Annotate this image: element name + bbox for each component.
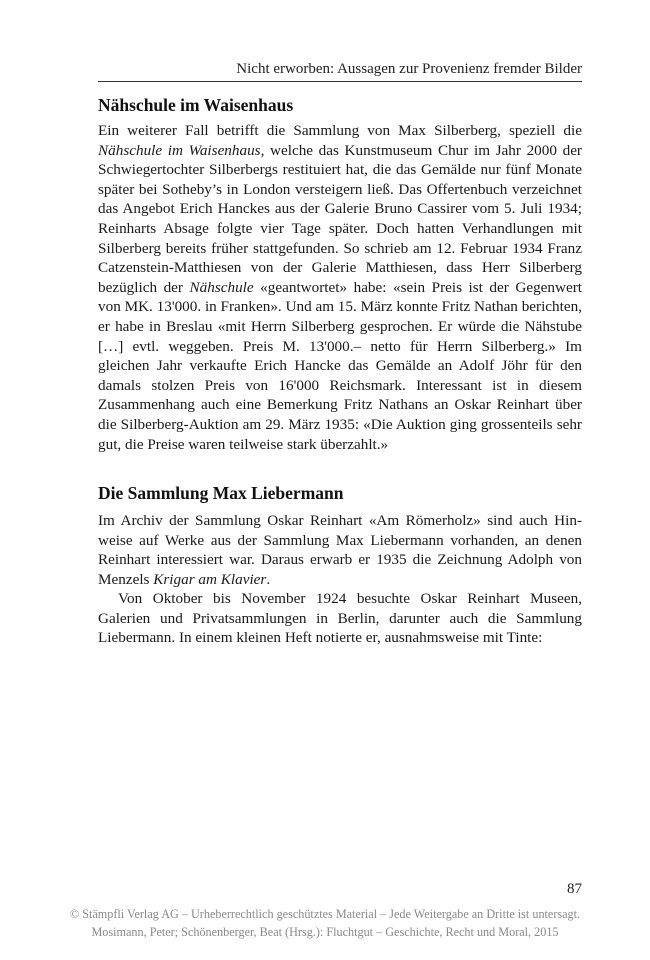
copyright-notice: © Stämpfli Verlag AG – Urheberrechtlich geschütztes Material – Jede Weitergabe an Dritte ist untersagt. [69,907,581,921]
text-run: . [266,570,271,588]
text-run: Ein weiterer Fall betrifft die Sammlung von Max Silberberg, speziell die [98,122,582,139]
text-run: Im Archiv der Sammlung Oskar Reinhart «Am Römerholz» sind auch Hinweise auf Werke aus der Sammlung Max Liebermann vorhanden, an denen Reinhart interessiert war. Daraus erwarb er 1935 die Zeichnung Adolph von Menzels [98,512,582,588]
text-run: «geantwortet» habe: «sein Preis ist der Gegenwert von MK. 13'000. in Franken». Und am 15. März konnte Fritz Nathan berichten, er habe in Breslau «mit Herrn Silberberg gesprochen. Er würde die Nähstube […] evtl. weggeben. Preis M. 13'000.– netto für Herrn Silberberg.» Im gleichen Jahr verkaufte Erich Hancke das Gemälde an Adolf Jöhr für den damals stolzen Preis von 16'000 Reichsmark. Interessant ist in diesem Zusammenhang auch eine Bemerkung Fritz Nathans an Oskar Reinhart über die Silberberg-Auktion am 29. März 1935: «Die Auktion ging grossenteils sehr gut, die Preise waren teilweise stark überzahlt.» [98,278,582,453]
artwork-title: Nähschule im Waisenhaus, [98,141,265,159]
text-run: Von Oktober bis November 1924 besuchte Oskar Reinhart Museen, Galerien und Privatsammlungen in Berlin, darunter auch die Sammlung Liebermann. In einem kleinen Heft notierte er, ausnahmsweise mit Tinte: [98,590,582,647]
section-heading-liebermann: Die Sammlung Max Liebermann [98,483,344,503]
page-number: 87 [567,881,582,897]
citation-line: Mosimann, Peter; Schönenberger, Beat (Hrsg.): Fluchtgut – Geschichte, Recht und Moral, 2015 [91,925,559,939]
body-paragraph [98,589,582,648]
section-heading-naehschule: Nähschule im Waisenhaus [98,95,294,115]
artwork-title: Nähschule [189,278,254,296]
running-head: Nicht erworben: Aussagen zur Provenienz fremder Bilder [236,61,582,77]
artwork-title: Krigar am Klavier [153,570,267,588]
body-paragraph [98,511,582,589]
body-paragraph [98,121,582,454]
header-rule [98,81,582,82]
text-run: welche das Kunstmuseum Chur im Jahr 2000 der Schwiegertochter Silberbergs restituiert hat, die das Gemälde nur fünf Monate später bei Sotheby’s in London versteigern ließ. Das Offertenbuch verzeichnet das Angebot Erich Hanckes aus der Galerie Bruno Cassirer vom 5. Juli 1934; Reinharts Absage folgte vier Tage später. Doch hatten Verhandlungen mit Silberberg bereits früher stattgefunden. So schrieb am 12. Februar 1934 Franz Catzenstein-Matthiesen von der Galerie Matthiesen, dass Herr Silberberg bezüglich der [98,141,582,296]
